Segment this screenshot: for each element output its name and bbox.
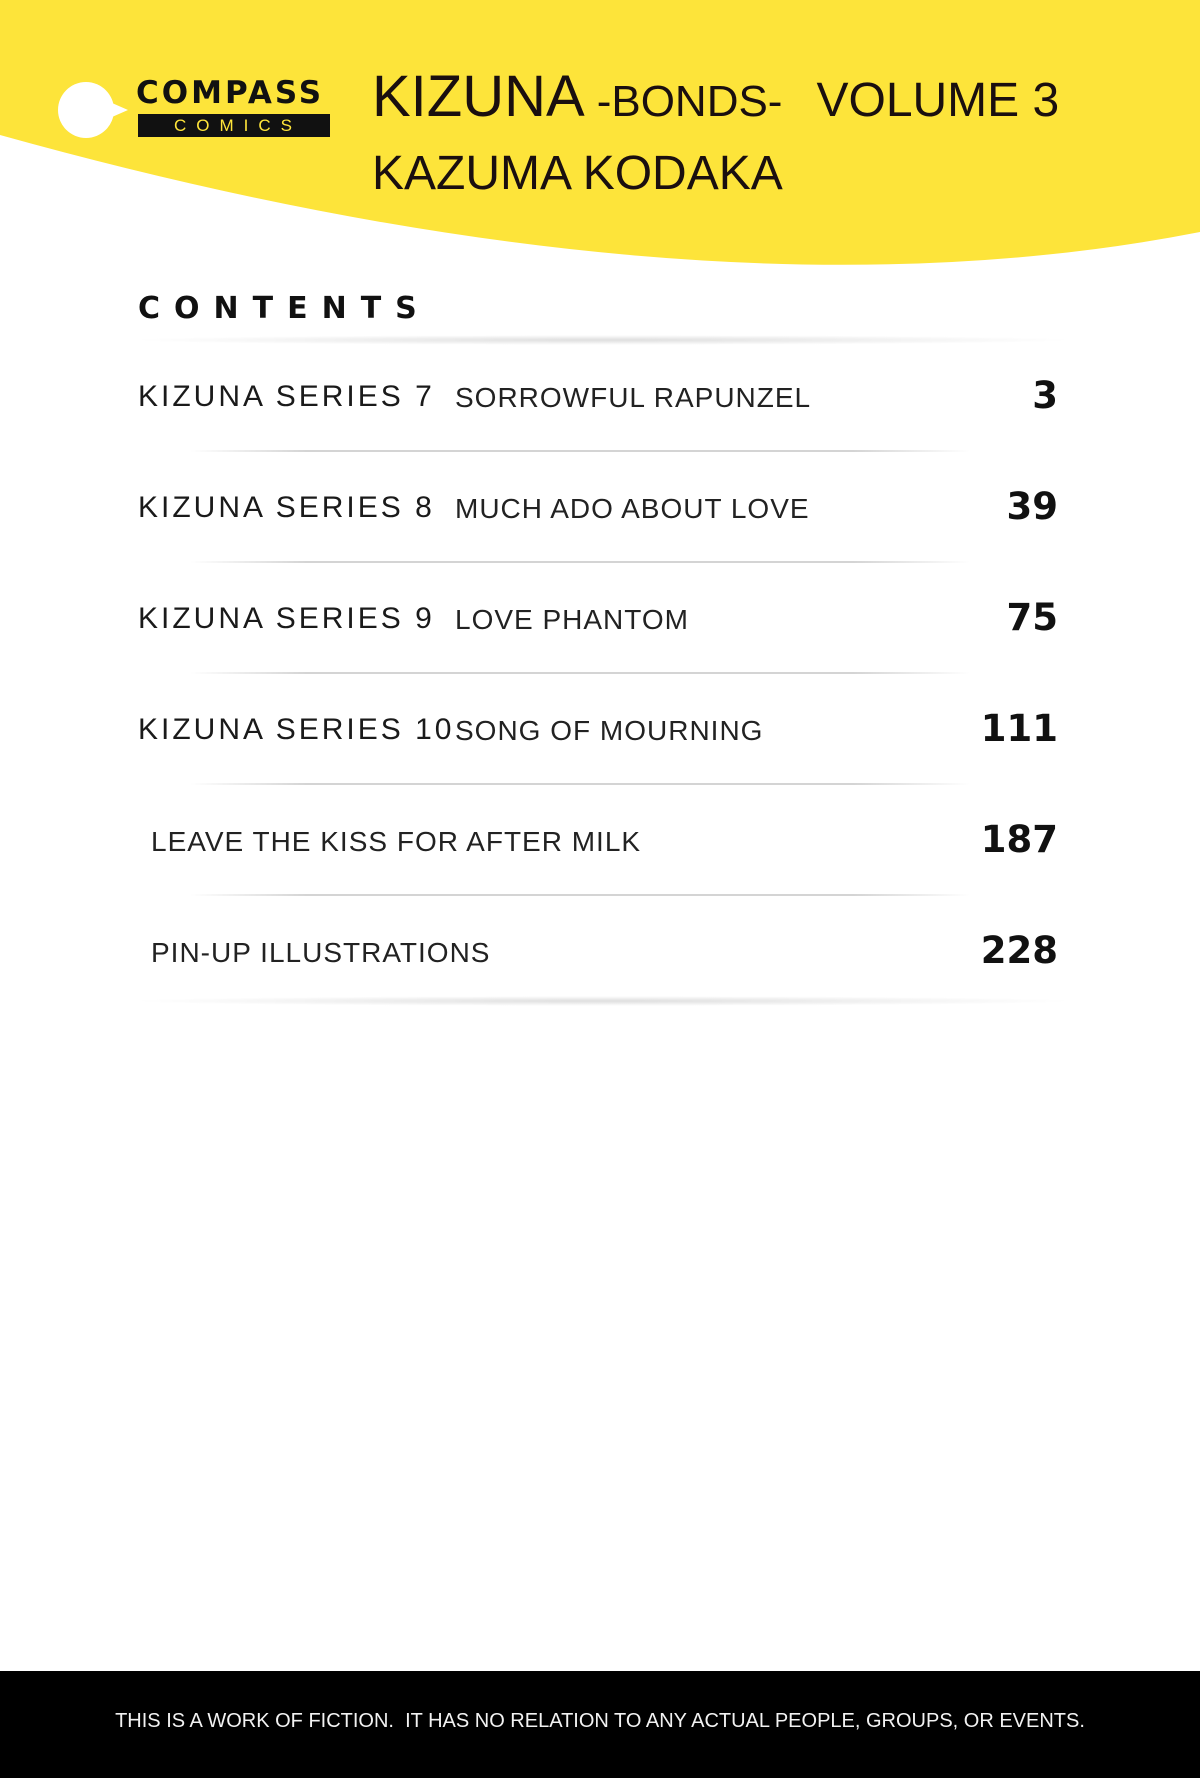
compass-logo-icon — [58, 82, 114, 138]
toc-row[interactable] — [0, 563, 1200, 674]
logo-wordmark: COMPASS — [136, 75, 325, 111]
toc-page-number: 75 — [1006, 596, 1058, 639]
toc-chapter-title: LEAVE THE KISS FOR AFTER MILK — [151, 826, 642, 857]
toc-page-number: 3 — [1032, 374, 1058, 417]
toc-chapter-title: SONG OF MOURNING — [455, 715, 764, 746]
toc-series-label: KIZUNA SERIES 10 — [138, 713, 455, 746]
toc-page-number: 187 — [980, 818, 1058, 861]
footer-bar — [0, 1671, 1200, 1778]
toc-chapter-title: MUCH ADO ABOUT LOVE — [455, 493, 810, 524]
volume-label: VOLUME 3 — [816, 74, 1060, 127]
contents-heading: CONTENTS — [138, 291, 431, 326]
toc-page-number: 228 — [980, 929, 1058, 972]
toc-chapter-title: SORROWFUL RAPUNZEL — [455, 382, 812, 413]
logo-subtext: COMICS — [174, 116, 302, 135]
book-title — [372, 64, 1060, 129]
toc-row[interactable] — [0, 674, 1200, 785]
list-bottom-divider — [128, 996, 1078, 1006]
toc-page-number: 39 — [1006, 485, 1058, 528]
toc-row[interactable] — [0, 341, 1200, 452]
toc-series-label: KIZUNA SERIES 7 — [138, 380, 435, 413]
toc-chapter-title: PIN-UP ILLUSTRATIONS — [151, 937, 491, 968]
toc-chapter-title: LOVE PHANTOM — [455, 604, 689, 635]
toc-row[interactable] — [0, 452, 1200, 563]
toc-row[interactable] — [0, 896, 1200, 1007]
toc-page-number: 111 — [980, 707, 1058, 750]
title-subtitle: -BONDS- — [596, 77, 783, 126]
toc-series-label: KIZUNA SERIES 8 — [138, 491, 435, 524]
title-text: KIZUNA — [372, 64, 585, 129]
toc-row[interactable] — [0, 785, 1200, 896]
logo-subbar — [138, 114, 330, 137]
author-name: KAZUMA KODAKA — [372, 147, 783, 200]
fiction-disclaimer: THIS IS A WORK OF FICTION. IT HAS NO RELATION TO ANY ACTUAL PEOPLE, GROUPS, OR EVENTS. — [115, 1710, 1085, 1732]
toc-series-label: KIZUNA SERIES 9 — [138, 602, 435, 635]
